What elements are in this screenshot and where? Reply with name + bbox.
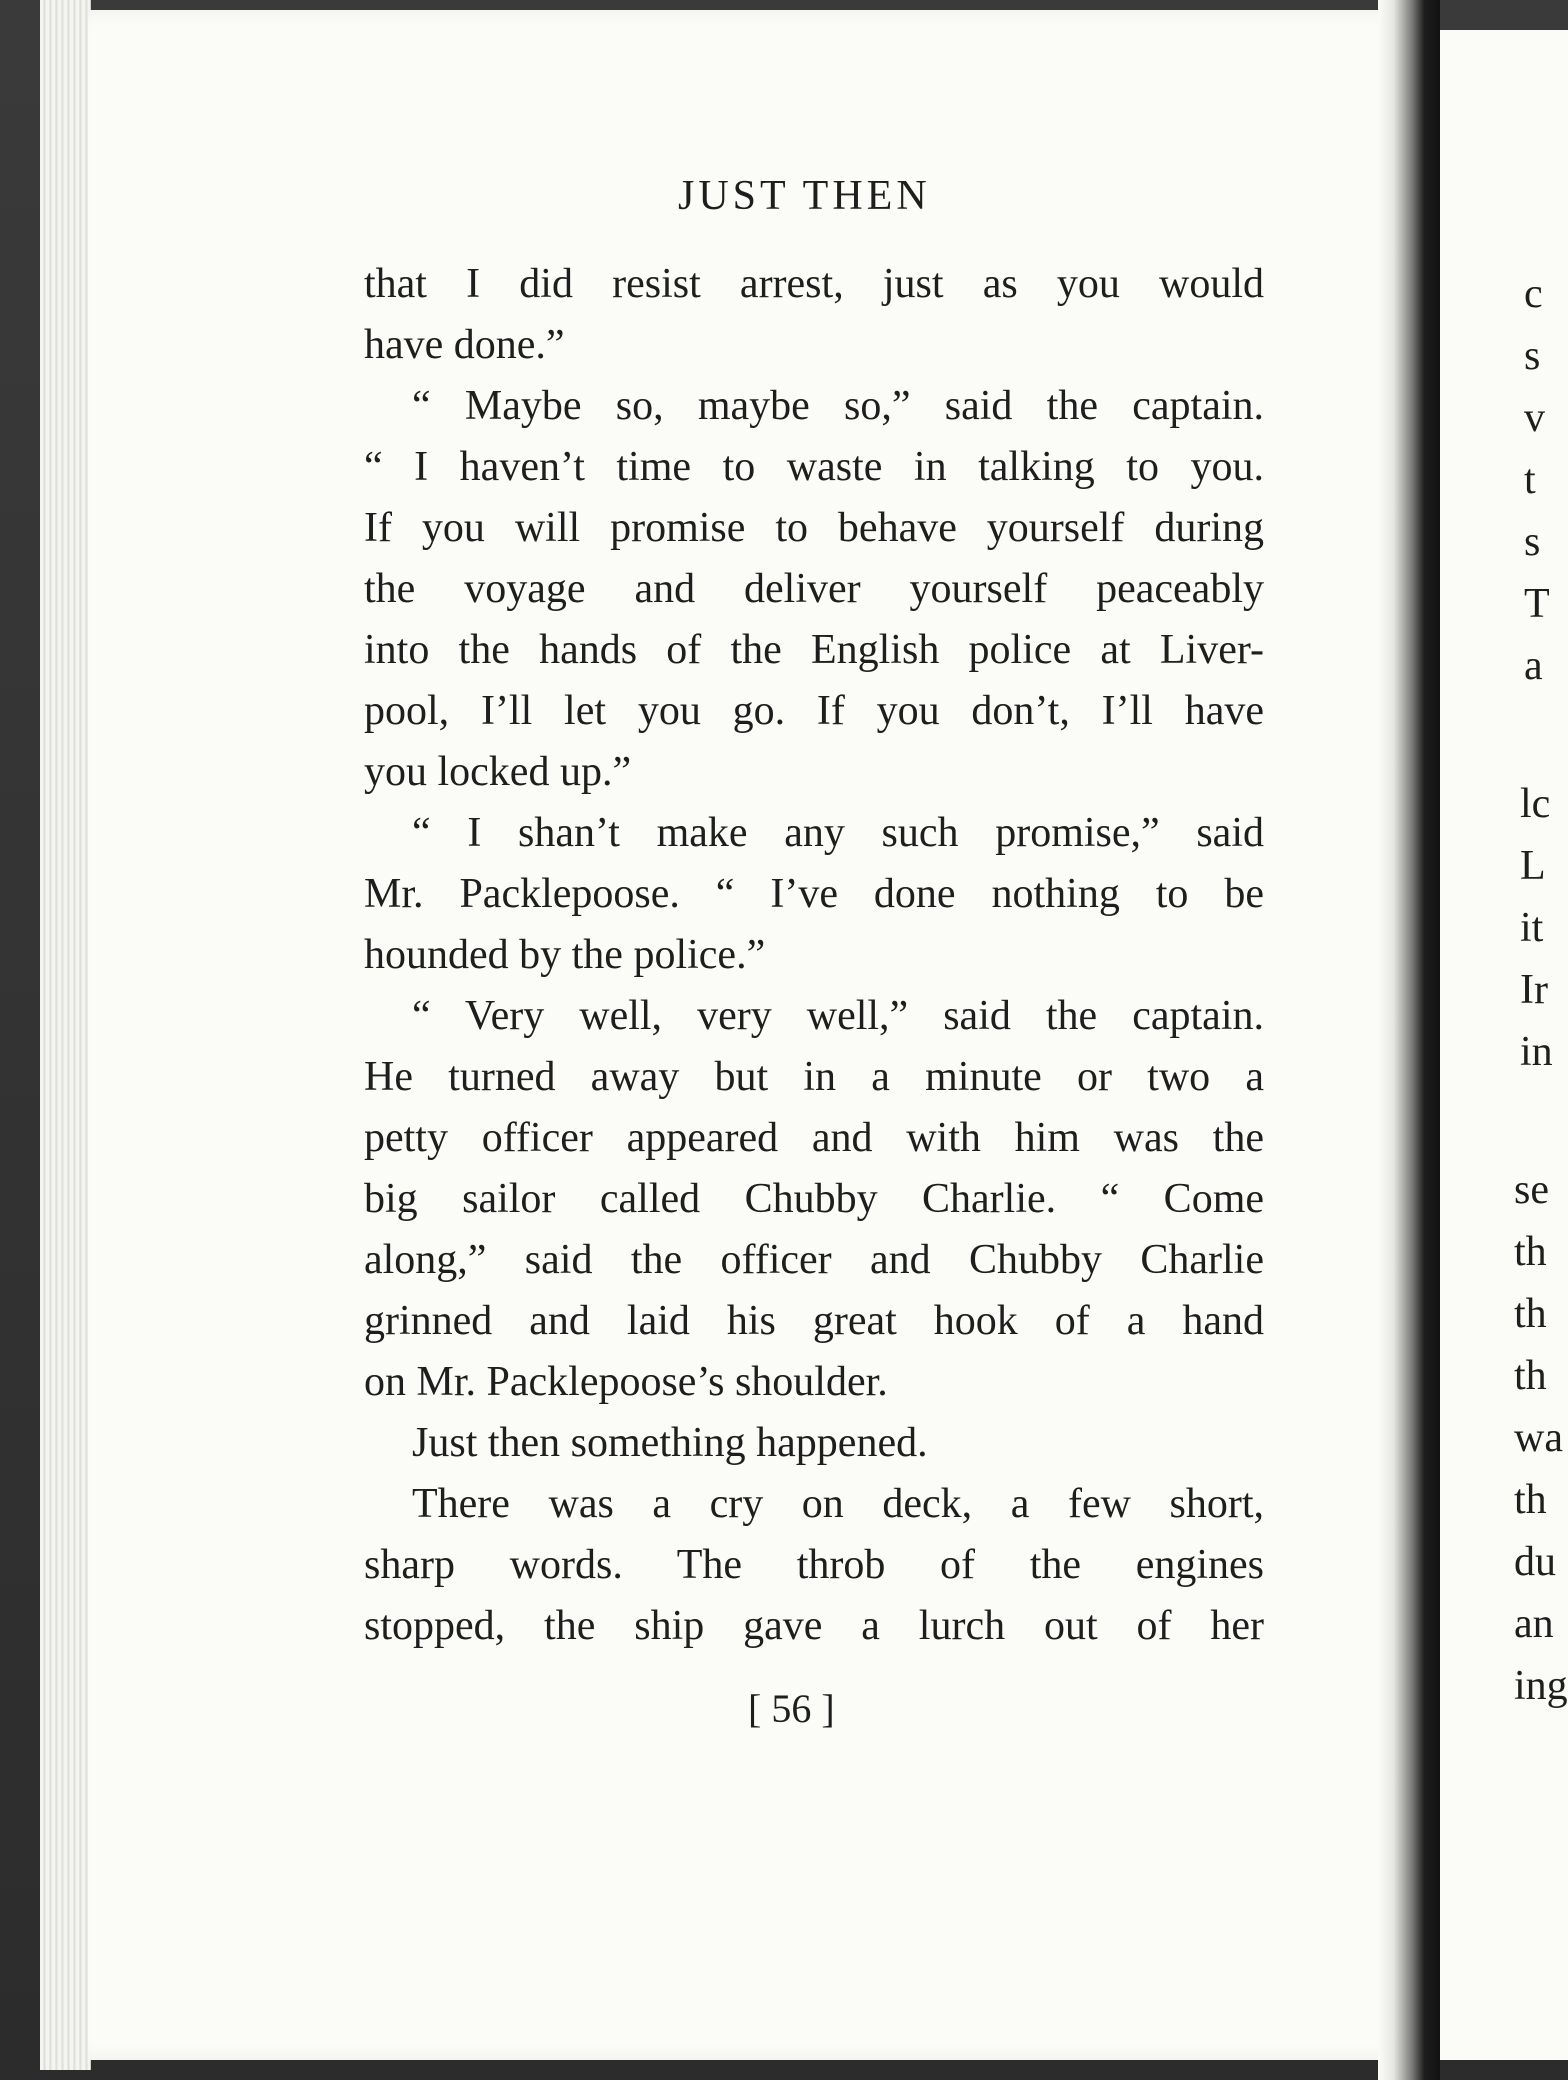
- right-page-fragment: ing: [1514, 1663, 1568, 1709]
- right-page-fragment: it: [1520, 905, 1544, 951]
- text-line: pool, I’ll let you go. If you don’t, I’ll have: [364, 688, 1264, 734]
- page-edges: [40, 0, 91, 2070]
- text-line: stopped, the ship gave a lurch out of her: [364, 1603, 1264, 1649]
- text-line: “ Maybe so, maybe so,” said the captain.: [412, 383, 1264, 429]
- right-page-fragment: du: [1514, 1539, 1556, 1585]
- text-line: the voyage and deliver yourself peaceably: [364, 566, 1264, 612]
- right-page-fragment: th: [1514, 1477, 1547, 1523]
- text-line: that I did resist arrest, just as you would: [364, 261, 1264, 307]
- right-page-fragment: th: [1514, 1291, 1547, 1337]
- right-page-fragment: lc: [1520, 781, 1551, 827]
- body-text: [364, 254, 1264, 1657]
- text-line: into the hands of the English police at Liver-: [364, 627, 1264, 673]
- right-page-fragment: T: [1524, 581, 1550, 627]
- text-line: Mr. Packlepoose. “ I’ve done nothing to be: [364, 871, 1264, 917]
- right-page-fragment: se: [1514, 1167, 1549, 1213]
- right-page-fragment: s: [1524, 519, 1541, 565]
- text-line: If you will promise to behave yourself during: [364, 505, 1264, 551]
- right-page-fragment: wa: [1514, 1415, 1563, 1461]
- right-page-fragment: L: [1520, 843, 1546, 889]
- text-line: “ I haven’t time to waste in talking to you.: [364, 444, 1264, 490]
- right-page-fragment: t: [1524, 457, 1536, 503]
- right-page-fragment: in: [1520, 1029, 1553, 1075]
- right-page-fragment: Ir: [1520, 967, 1548, 1013]
- right-page-fragment: a: [1524, 643, 1543, 689]
- text-line: petty officer appeared and with him was the: [364, 1115, 1264, 1161]
- right-page-fragment: an: [1514, 1601, 1554, 1647]
- text-line: hounded by the police.”: [364, 932, 766, 978]
- right-page-fragment: c: [1524, 271, 1543, 317]
- text-line: He turned away but in a minute or two a: [364, 1054, 1264, 1100]
- text-line: you locked up.”: [364, 749, 632, 795]
- text-line: “ I shan’t make any such promise,” said: [412, 810, 1264, 856]
- text-line: Just then something happened.: [412, 1420, 928, 1466]
- book-gutter: [1378, 0, 1440, 2080]
- text-line: along,” said the officer and Chubby Charlie: [364, 1237, 1264, 1283]
- right-page-fragment: v: [1524, 395, 1545, 441]
- text-line: grinned and laid his great hook of a hand: [364, 1298, 1264, 1344]
- text-line: have done.”: [364, 322, 565, 368]
- text-line: There was a cry on deck, a few short,: [412, 1481, 1264, 1527]
- right-page-fragment: th: [1514, 1353, 1547, 1399]
- text-line: big sailor called Chubby Charlie. “ Come: [364, 1176, 1264, 1222]
- running-head: JUST THEN: [678, 173, 931, 219]
- right-page-fragment: s: [1524, 333, 1541, 379]
- text-line: sharp words. The throb of the engines: [364, 1542, 1264, 1588]
- right-page-fragment: th: [1514, 1229, 1547, 1275]
- text-line: on Mr. Packlepoose’s shoulder.: [364, 1359, 888, 1405]
- text-line: “ Very well, very well,” said the captain.: [412, 993, 1264, 1039]
- page-number: [ 56 ]: [748, 1686, 835, 1731]
